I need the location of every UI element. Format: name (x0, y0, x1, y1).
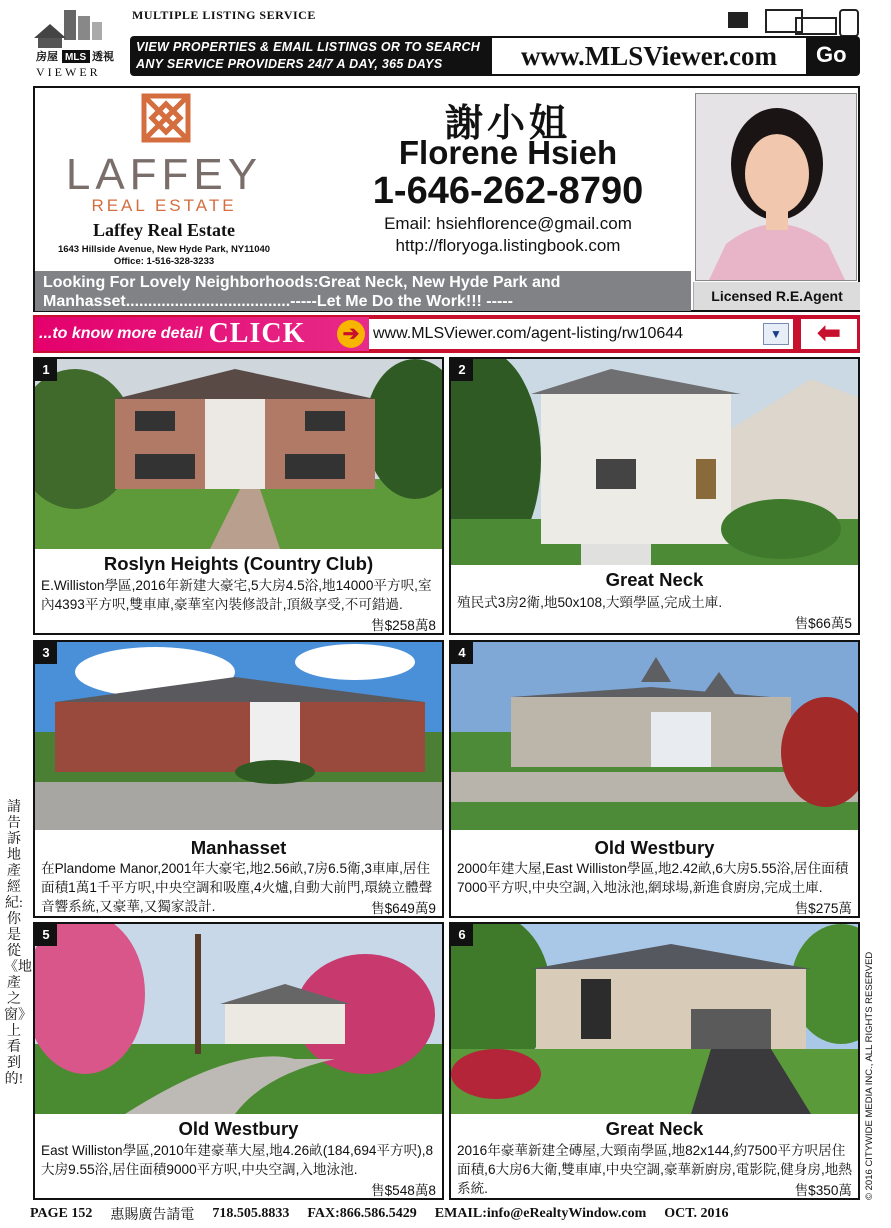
listing-number: 1 (35, 359, 57, 381)
listing-title: Old Westbury (594, 837, 715, 858)
listing-description: 殖民式3房2衛,地50x108,大頸學區,完成土庫. (457, 595, 723, 610)
agent-name-cn: 謝小姐 (444, 103, 571, 145)
banner-line1: VIEW PROPERTIES & EMAIL LISTINGS OR TO SEARCH (136, 40, 481, 54)
listing-card-1[interactable] (33, 357, 444, 635)
agent-listing-url[interactable]: www.MLSViewer.com/agent-listing/rw10644 (369, 319, 793, 349)
listing-number: 2 (451, 359, 473, 381)
listing-title: Old Westbury (178, 1118, 299, 1139)
agent-name-en: Florene Hsieh (398, 134, 618, 171)
listing-photo-1 (35, 359, 442, 549)
listing-photo-5 (35, 924, 442, 1114)
logo-cn2-text: 透視 (92, 50, 114, 63)
site-url-link[interactable]: www.MLSViewer.com (490, 36, 808, 76)
page-number: PAGE 152 (30, 1206, 93, 1221)
side-promo-text: 請告訴地產經紀:你是從《地產之窗》上看到的! (4, 800, 32, 1087)
listing-description: 在Plandome Manor,2001年大豪宅,地2.56畝,7房6.5衛,3車庫,居住面積1萬1千平方呎,中央空調和吸塵,4火爐,自動大前門,環繞立體聲音響系統,又豪華,又獨家設計. (41, 861, 433, 914)
license-label: Licensed R.E.Agent (693, 282, 860, 310)
listing-price: 售$548萬8 (371, 1183, 436, 1198)
slogan-line1: Looking For Lovely Neighborhoods:Great Neck, New Hyde Park and (43, 274, 561, 291)
go-button[interactable]: Go (816, 42, 847, 67)
copyright-notice (864, 950, 880, 1200)
laffey-logo-icon (136, 88, 196, 148)
office-phone: Office: 1-516-328-3233 (113, 256, 215, 267)
devices-icon (726, 8, 862, 38)
agent-slogan (35, 271, 691, 311)
listing-photo-2 (451, 359, 858, 565)
agent-email[interactable]: Email: hsiehflorence@gmail.com (384, 214, 632, 233)
listing-price: 售$258萬8 (371, 618, 436, 633)
listing-card-2[interactable] (449, 357, 860, 635)
listing-price: 售$649萬9 (371, 901, 436, 916)
listing-photo-3 (35, 642, 442, 830)
page-footer (30, 1204, 866, 1224)
listing-description: East Williston學區,2010年建豪華大屋,地4.26畝(184,694平方呎),8大房9.55浴,居住面積9000平方呎,中央空調,入地泳池. (41, 1143, 434, 1177)
listing-number: 6 (451, 924, 473, 946)
listing-photo-4 (451, 642, 858, 830)
listing-card-4[interactable] (449, 640, 860, 918)
click-banner[interactable] (35, 317, 369, 351)
listing-card-5[interactable] (33, 922, 444, 1200)
footer-email[interactable]: EMAIL:info@eRealtyWindow.com (434, 1206, 647, 1221)
footer-date: OCT. 2016 (664, 1206, 729, 1221)
service-name: MULTIPLE LISTING SERVICE (132, 8, 316, 22)
footer-phone[interactable]: 718.505.8833 (212, 1206, 290, 1221)
logo-viewer-text: VIEWER (36, 65, 101, 79)
agent-phone[interactable]: 1-646-262-8790 (372, 170, 644, 212)
slogan-line2: Manhasset.....................................-----Let Me Do the Work!!! ----- (43, 293, 513, 310)
arrow-left-icon[interactable]: ⬅ (801, 319, 857, 349)
agent-photo (695, 93, 857, 281)
listing-price: 售$350萬 (794, 1183, 852, 1198)
listing-title: Great Neck (605, 1118, 704, 1139)
footer-fax: FAX:866.586.5429 (307, 1206, 417, 1221)
listing-card-3[interactable] (33, 640, 444, 918)
company-logo-subtext: REAL ESTATE (91, 196, 237, 215)
company-logo-text: LAFFEY (65, 150, 263, 199)
detail-link-bar (33, 315, 860, 353)
footer-ad-label: 惠賜廣告請電 (110, 1208, 195, 1223)
listing-title: Roslyn Heights (Country Club) (103, 553, 374, 574)
copyright-text: © 2016 CITYWIDE MEDIA INC., ALL RIGHTS RESERVED (864, 951, 875, 1200)
agent-website[interactable]: http://floryoga.listingbook.com (395, 236, 621, 255)
arrow-right-icon[interactable]: ➔ (337, 320, 365, 348)
listing-description: 2000年建大屋,East Williston學區,地2.42畝,6大房5.55浴,居住面積7000平方呎,中央空調,入地泳池,網球場,新進食廚房,完成土庫. (457, 861, 849, 895)
listing-card-6[interactable] (449, 922, 860, 1200)
listing-number: 4 (451, 642, 473, 664)
chevron-down-icon[interactable]: ▼ (763, 323, 789, 345)
listing-description: E.Williston學區,2016年新建大豪宅,5大房4.5浴,地14000平方呎,室內4393平方呎,雙車庫,豪華室內裝修設計,頂級享受,不可錯過. (41, 578, 432, 612)
mls-viewer-logo (30, 8, 130, 80)
listing-title: Manhasset (190, 837, 287, 858)
listing-price: 售$66萬5 (794, 616, 852, 631)
listing-title: Great Neck (605, 569, 704, 590)
logo-mls-text: MLS (65, 52, 87, 63)
listing-photo-6 (451, 924, 858, 1114)
click-prefix: ...to know more detail (39, 325, 203, 342)
listing-price: 售$275萬 (794, 901, 852, 916)
company-address: 1643 Hillside Avenue, New Hyde Park, NY11040 (57, 244, 271, 255)
header-banner (130, 36, 860, 76)
click-label: CLICK (208, 318, 306, 349)
listing-number: 3 (35, 642, 57, 664)
logo-cn-text: 房屋 (36, 50, 58, 63)
company-name: Laffey Real Estate (93, 220, 235, 240)
listing-description: 2016年豪華新建全磚屋,大頸南學區,地82x144,約7500平方呎居住面積,6大房6大衛,雙車庫,中央空調,豪華新廚房,電影院,健身房,地熱系統. (457, 1143, 852, 1196)
listing-number: 5 (35, 924, 57, 946)
banner-line2: ANY SERVICE PROVIDERS 24/7 A DAY, 365 DAYS (136, 57, 443, 71)
